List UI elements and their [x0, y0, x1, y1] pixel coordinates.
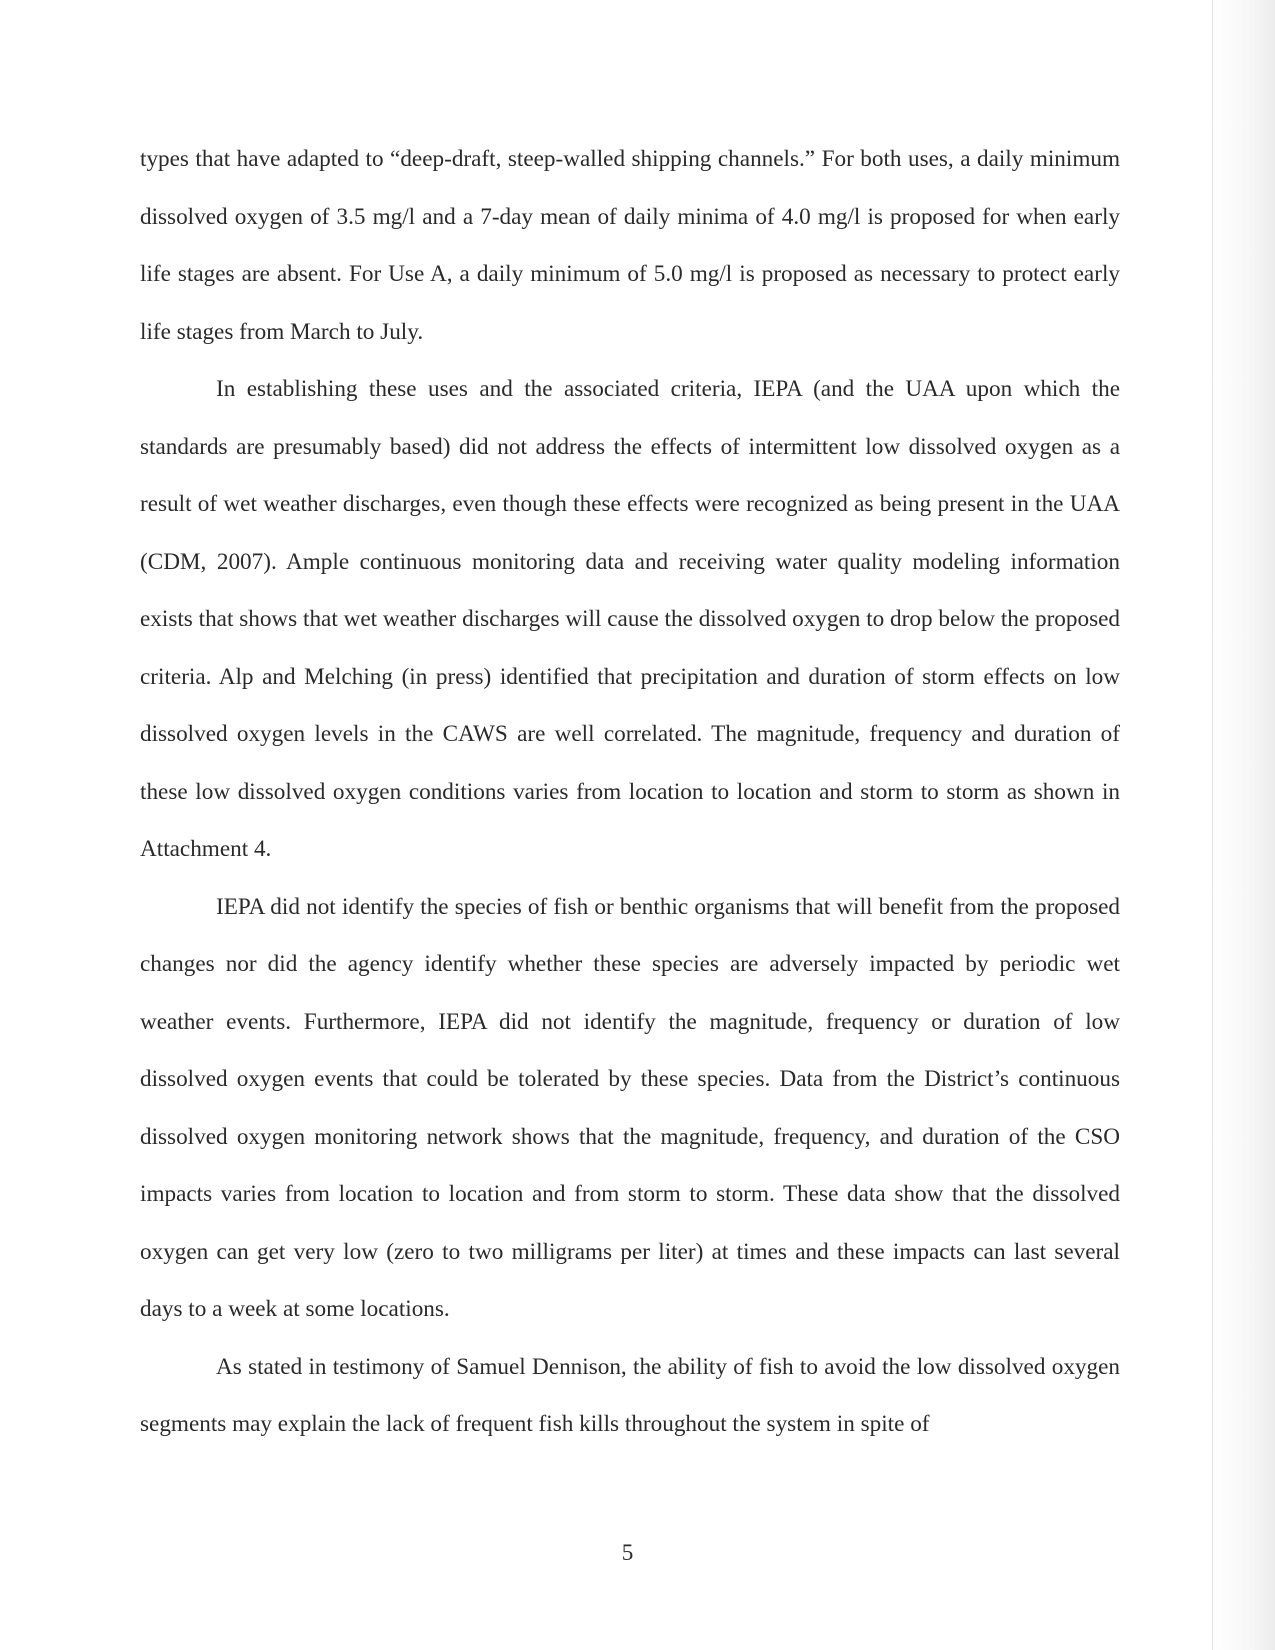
paragraph-uses-criteria: In establishing these uses and the associated criteria, IEPA (and the UAA upon which the standards are presumably based) did not address the effects of intermittent low dissolved oxygen as a result of wet weather discharges, even though these effects were recognized as being present in the UAA (CDM, 2007). Ample continuous monitoring data and receiving water quality modeling information exists that shows that wet weather discharges will cause the dissolved oxygen to drop below the proposed criteria. Alp and Melching (in press) identified that precipitation and duration of storm effects on low dissolved oxygen levels in the CAWS are well correlated. The magnitude, frequency and duration of these low dissolved oxygen conditions varies from location to location and storm to storm as shown in Attachment 4. — [140, 376, 1120, 862]
paragraph-continuation: types that have adapted to “deep-draft, steep-walled shipping channels.” For both uses, a daily minimum dissolved oxygen of 3.5 mg/l and a 7-day mean of daily minima of 4.0 mg/l is proposed for when early life stages are absent. For Use A, a daily minimum of 5.0 mg/l is proposed as necessary to protect early life stages from March to July. — [140, 146, 1120, 345]
paragraph-testimony: As stated in testimony of Samuel Dennison, the ability of fish to avoid the low dissolved oxygen segments may explain the lack of frequent fish kills throughout the system in spite of — [140, 1353, 1120, 1437]
scan-edge-shadow — [1213, 0, 1275, 1650]
body-text — [140, 131, 1120, 1454]
paragraph-species-impacts: IEPA did not identify the species of fish or benthic organisms that will benefit from the proposed changes nor did the agency identify whether these species are adversely impacted by periodic wet weather events. Furthermore, IEPA did not identify the magnitude, frequency or duration of low dissolved oxygen events that could be tolerated by these species. Data from the District’s continuous dissolved oxygen monitoring network shows that the magnitude, frequency, and duration of the CSO impacts varies from location to location and from storm to storm. These data show that the dissolved oxygen can get very low (zero to two milligrams per liter) at times and these impacts can last several days to a week at some locations. — [140, 893, 1120, 1322]
page-number: 5 — [621, 1540, 634, 1566]
